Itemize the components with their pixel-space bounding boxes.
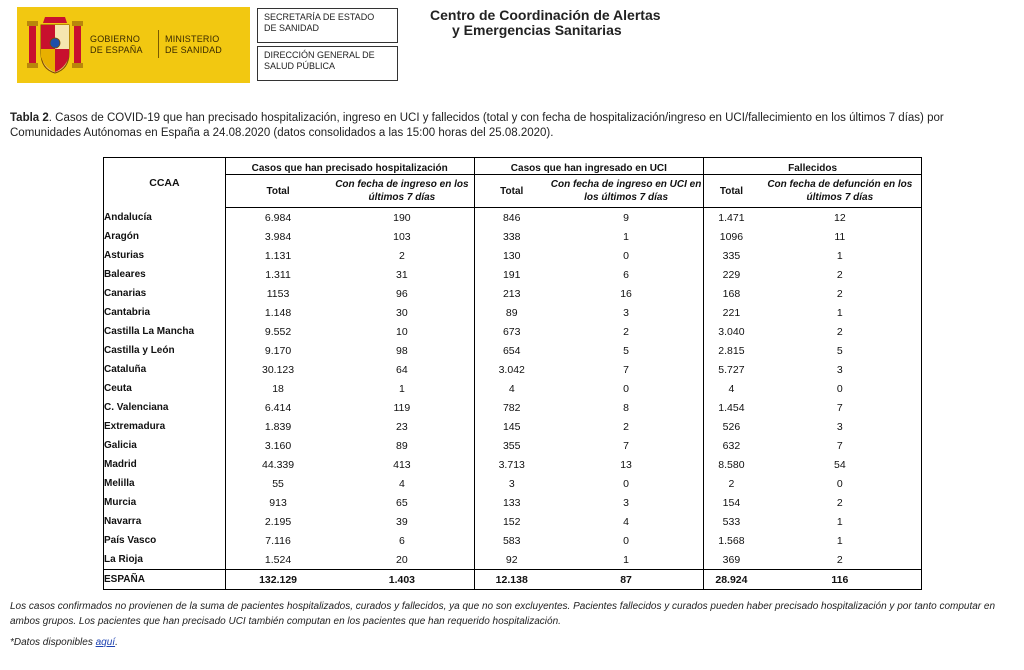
- ccaa-cell: ESPAÑA: [104, 570, 226, 590]
- table-row: [104, 284, 922, 303]
- ccaa-cell: Extremadura: [104, 417, 226, 436]
- uci-7d-cell: 4: [549, 512, 704, 531]
- uci-total-cell: 355: [502, 439, 521, 452]
- ccaa-cell: Canarias: [104, 284, 226, 303]
- hosp-7d-cell: 10: [330, 322, 474, 341]
- uci-total-cell: 3.713: [498, 458, 525, 471]
- hosp-total-cell: 30.123: [261, 363, 295, 376]
- fallecidos-total-cell: 8.580: [718, 458, 745, 471]
- table-row: [104, 493, 922, 512]
- uci-total-cell: 4: [508, 382, 515, 395]
- hosp-total-cell: 3.160: [264, 439, 292, 452]
- hosp-7d-cell: 65: [330, 493, 474, 512]
- group-header-uci: Casos que han ingresado en UCI: [474, 158, 704, 175]
- hosp-total-cell: 9.170: [264, 344, 292, 357]
- uci-total-cell: 3: [508, 477, 515, 490]
- table-row: [104, 455, 922, 474]
- hosp-total-cell: 1153: [266, 287, 290, 300]
- table-row: [104, 474, 922, 493]
- footnote-suffix: .: [115, 637, 118, 648]
- hosp-7d-cell: 4: [330, 474, 474, 493]
- table-row: [104, 341, 922, 360]
- hosp-total-cell: 6.414: [264, 401, 292, 414]
- table-row: [104, 512, 922, 531]
- fallecidos-7d-cell: 7: [836, 401, 843, 414]
- fallecidos-7d-cell: 1: [836, 515, 843, 528]
- hosp-total-cell: 55: [272, 477, 284, 490]
- uci-total-cell: 130: [502, 249, 521, 262]
- uci-total-cell: 152: [502, 515, 521, 528]
- uci-7d-cell: 7: [549, 360, 704, 379]
- logo-divider: [158, 30, 159, 58]
- ccaa-cell: Galicia: [104, 436, 226, 455]
- subheader-total: Total: [225, 175, 330, 208]
- table-caption: [10, 111, 1015, 141]
- uci-7d-cell: 8: [549, 398, 704, 417]
- ccaa-cell: Madrid: [104, 455, 226, 474]
- fallecidos-7d-cell: 1: [836, 249, 843, 262]
- fallecidos-7d-cell: 12: [833, 211, 846, 224]
- hosp-total-cell: 1.311: [265, 268, 291, 281]
- fallecidos-7d-cell: 2: [836, 496, 843, 509]
- uci-total-cell: 145: [502, 420, 521, 433]
- fallecidos-7d-cell: 3: [836, 363, 843, 376]
- center-title-line2: y Emergencias Sanitarias: [452, 22, 622, 38]
- table-row: [104, 227, 922, 246]
- hosp-7d-cell: 103: [330, 227, 474, 246]
- uci-total-cell: 673: [502, 325, 521, 338]
- hosp-7d-cell: 31: [330, 265, 474, 284]
- uci-7d-cell: 0: [549, 474, 704, 493]
- uci-total-cell: 12.138: [474, 570, 549, 590]
- hosp-7d-cell: 413: [330, 455, 474, 474]
- footnote-data-source: [10, 637, 118, 648]
- ccaa-cell: Melilla: [104, 474, 226, 493]
- caption-text: . Casos de COVID-19 que han precisado hospitalización, ingreso en UCI y fallecidos (total y con fecha de hospitalización/ingreso en UCI/fallecimiento en los últimos 7 días) por Comunidades Autónomas en España a 24.08.2020 (datos consolidados a las 15:00 horas del 25.08.2020).: [10, 112, 944, 139]
- uci-total-cell: 3.042: [498, 363, 525, 376]
- directorate-box: DIRECCIÓN GENERAL DE SALUD PÚBLICA: [257, 46, 398, 81]
- government-logo-block: [17, 7, 250, 83]
- hospitalization-table: [103, 157, 922, 590]
- data-link[interactable]: aquí: [95, 637, 116, 648]
- hosp-7d-cell: 98: [330, 341, 474, 360]
- ccaa-cell: La Rioja: [104, 550, 226, 570]
- subheader-total: Total: [704, 175, 759, 208]
- uci-total-cell: 89: [505, 306, 518, 319]
- hosp-total-cell: 132.129: [225, 570, 330, 590]
- ministry-label: MINISTERIO DE SANIDAD: [165, 34, 223, 55]
- hosp-7d-cell: 30: [330, 303, 474, 322]
- ccaa-cell: Murcia: [104, 493, 226, 512]
- subheader-def-7d: Con fecha de defunción en los últimos 7 días: [759, 175, 922, 208]
- fallecidos-7d-cell: 11: [834, 230, 846, 243]
- uci-7d-cell: 2: [549, 417, 704, 436]
- caption-label: Tabla 2: [10, 112, 49, 124]
- uci-7d-cell: 2: [549, 322, 704, 341]
- center-title: [430, 8, 661, 38]
- uci-7d-cell: 7: [549, 436, 704, 455]
- uci-7d-cell: 16: [549, 284, 704, 303]
- uci-total-cell: 338: [502, 230, 521, 243]
- hosp-total-cell: 913: [269, 496, 287, 509]
- group-header-hospitalizacion: Casos que han precisado hospitalización: [225, 158, 474, 175]
- uci-total-cell: 133: [502, 496, 521, 509]
- hosp-7d-cell: 190: [330, 208, 474, 228]
- table-row: [104, 379, 922, 398]
- fallecidos-7d-cell: 1: [836, 306, 843, 319]
- fallecidos-total-cell: 1096: [719, 230, 744, 243]
- fallecidos-total-cell: 2.815: [718, 344, 745, 357]
- fallecidos-7d-cell: 0: [836, 477, 843, 490]
- uci-7d-cell: 3: [549, 303, 704, 322]
- hosp-7d-cell: 1: [330, 379, 474, 398]
- gov-label: GOBIERNO DE ESPAÑA: [90, 34, 143, 55]
- fallecidos-7d-cell: 54: [833, 458, 846, 471]
- ccaa-cell: Navarra: [104, 512, 226, 531]
- hosp-total-cell: 9.552: [264, 325, 292, 338]
- uci-total-cell: 782: [502, 401, 521, 414]
- uci-total-cell: 92: [505, 553, 518, 566]
- fallecidos-7d-cell: 1: [836, 534, 843, 547]
- fallecidos-7d-cell: 3: [836, 420, 843, 433]
- uci-total-cell: 583: [502, 534, 521, 547]
- fallecidos-total-cell: 2: [728, 477, 735, 490]
- uci-7d-cell: 0: [549, 246, 704, 265]
- uci-total-cell: 654: [502, 344, 521, 357]
- center-title-line1: Centro de Coordinación de Alertas: [430, 7, 661, 23]
- fallecidos-total-cell: 5.727: [718, 363, 745, 376]
- hosp-7d-cell: 2: [330, 246, 474, 265]
- hosp-7d-cell: 23: [330, 417, 474, 436]
- ccaa-cell: Ceuta: [104, 379, 226, 398]
- fallecidos-total-cell: 168: [722, 287, 741, 300]
- fallecidos-7d-cell: 5: [836, 344, 843, 357]
- uci-7d-cell: 6: [549, 265, 704, 284]
- hosp-total-cell: 1.131: [264, 249, 292, 262]
- table-row: [104, 265, 922, 284]
- fallecidos-total-cell: 154: [722, 496, 741, 509]
- fallecidos-total-cell: 632: [722, 439, 741, 452]
- table-row: [104, 303, 922, 322]
- ccaa-header: CCAA: [104, 158, 226, 208]
- hosp-total-cell: 6.984: [264, 211, 292, 224]
- fallecidos-total-cell: 335: [722, 249, 741, 262]
- uci-7d-cell: 1: [549, 550, 704, 570]
- hosp-total-cell: 3.984: [264, 230, 292, 243]
- fallecidos-total-cell: 229: [722, 268, 741, 281]
- fallecidos-total-cell: 28.924: [704, 570, 759, 590]
- uci-total-cell: 846: [502, 211, 521, 224]
- total-row: [104, 570, 922, 590]
- uci-total-cell: 213: [502, 287, 521, 300]
- hosp-total-cell: 18: [272, 382, 284, 395]
- table-row: [104, 322, 922, 341]
- hosp-total-cell: 1.148: [264, 306, 292, 319]
- uci-7d-cell: 3: [549, 493, 704, 512]
- ccaa-cell: Cantabria: [104, 303, 226, 322]
- fallecidos-7d-cell: 0: [836, 382, 843, 395]
- fallecidos-total-cell: 3.040: [718, 325, 745, 338]
- table-row: [104, 246, 922, 265]
- footnote-explanation: Los casos confirmados no provienen de la suma de pacientes hospitalizados, curados y fallecidos, ya que no son excluyentes. Pacientes fallecidos y curados pueden haber precisado hospitalización y por tanto computar en ambos grupos. Los pacientes que han precisado UCI también computan en los pacientes que han requerido hospitalización.: [10, 601, 996, 627]
- uci-7d-cell: 87: [549, 570, 704, 590]
- hosp-7d-cell: 6: [330, 531, 474, 550]
- hosp-total-cell: 7.116: [265, 534, 291, 547]
- fallecidos-7d-cell: 2: [836, 268, 843, 281]
- hosp-7d-cell: 39: [330, 512, 474, 531]
- uci-7d-cell: 5: [549, 341, 704, 360]
- fallecidos-7d-cell: 7: [836, 439, 843, 452]
- hosp-7d-cell: 1.403: [330, 570, 474, 590]
- table-row: [104, 398, 922, 417]
- fallecidos-7d-cell: 2: [836, 287, 843, 300]
- hosp-total-cell: 1.839: [264, 420, 292, 433]
- ccaa-cell: C. Valenciana: [104, 398, 226, 417]
- ccaa-cell: Cataluña: [104, 360, 226, 379]
- hosp-7d-cell: 64: [330, 360, 474, 379]
- hosp-7d-cell: 20: [330, 550, 474, 570]
- uci-7d-cell: 0: [549, 531, 704, 550]
- uci-7d-cell: 9: [549, 208, 704, 228]
- hosp-total-cell: 1.524: [264, 553, 292, 566]
- fallecidos-total-cell: 369: [722, 553, 741, 566]
- secretariat-box: SECRETARÍA DE ESTADO DE SANIDAD: [257, 8, 398, 43]
- table-row: [104, 417, 922, 436]
- ccaa-cell: Aragón: [104, 227, 226, 246]
- ccaa-cell: Castilla La Mancha: [104, 322, 226, 341]
- table-row: [104, 550, 922, 570]
- uci-7d-cell: 13: [549, 455, 704, 474]
- ccaa-cell: Castilla y León: [104, 341, 226, 360]
- uci-7d-cell: 0: [549, 379, 704, 398]
- ccaa-cell: País Vasco: [104, 531, 226, 550]
- footnote-prefix: *Datos disponibles: [10, 637, 96, 648]
- hosp-7d-cell: 89: [330, 436, 474, 455]
- subheader-uci-7d: Con fecha de ingreso en UCI en los últimos 7 días: [549, 175, 704, 208]
- fallecidos-total-cell: 221: [722, 306, 741, 319]
- subheader-hosp-7d: Con fecha de ingreso en los últimos 7 días: [330, 175, 474, 208]
- hosp-total-cell: 44.339: [261, 458, 295, 471]
- fallecidos-total-cell: 526: [722, 420, 741, 433]
- uci-7d-cell: 1: [549, 227, 704, 246]
- hosp-total-cell: 2.195: [264, 515, 292, 528]
- table-row: [104, 436, 922, 455]
- hosp-7d-cell: 96: [330, 284, 474, 303]
- fallecidos-total-cell: 4: [728, 382, 735, 395]
- hosp-7d-cell: 119: [330, 398, 474, 417]
- group-header-fallecidos: Fallecidos: [704, 158, 922, 175]
- subheader-total: Total: [474, 175, 549, 208]
- table-row: [104, 360, 922, 379]
- fallecidos-total-cell: 1.568: [718, 534, 745, 547]
- table-row: [104, 531, 922, 550]
- fallecidos-7d-cell: 2: [836, 553, 843, 566]
- ccaa-cell: Asturias: [104, 246, 226, 265]
- coat-of-arms-icon: [27, 13, 83, 77]
- uci-total-cell: 191: [502, 268, 521, 281]
- fallecidos-7d-cell: 2: [836, 325, 843, 338]
- fallecidos-total-cell: 1.454: [718, 401, 745, 414]
- ccaa-cell: Andalucía: [104, 208, 226, 228]
- ccaa-cell: Baleares: [104, 265, 226, 284]
- fallecidos-total-cell: 1.471: [718, 211, 745, 224]
- fallecidos-total-cell: 533: [722, 515, 741, 528]
- table-row: [104, 208, 922, 228]
- fallecidos-7d-cell: 116: [759, 570, 922, 590]
